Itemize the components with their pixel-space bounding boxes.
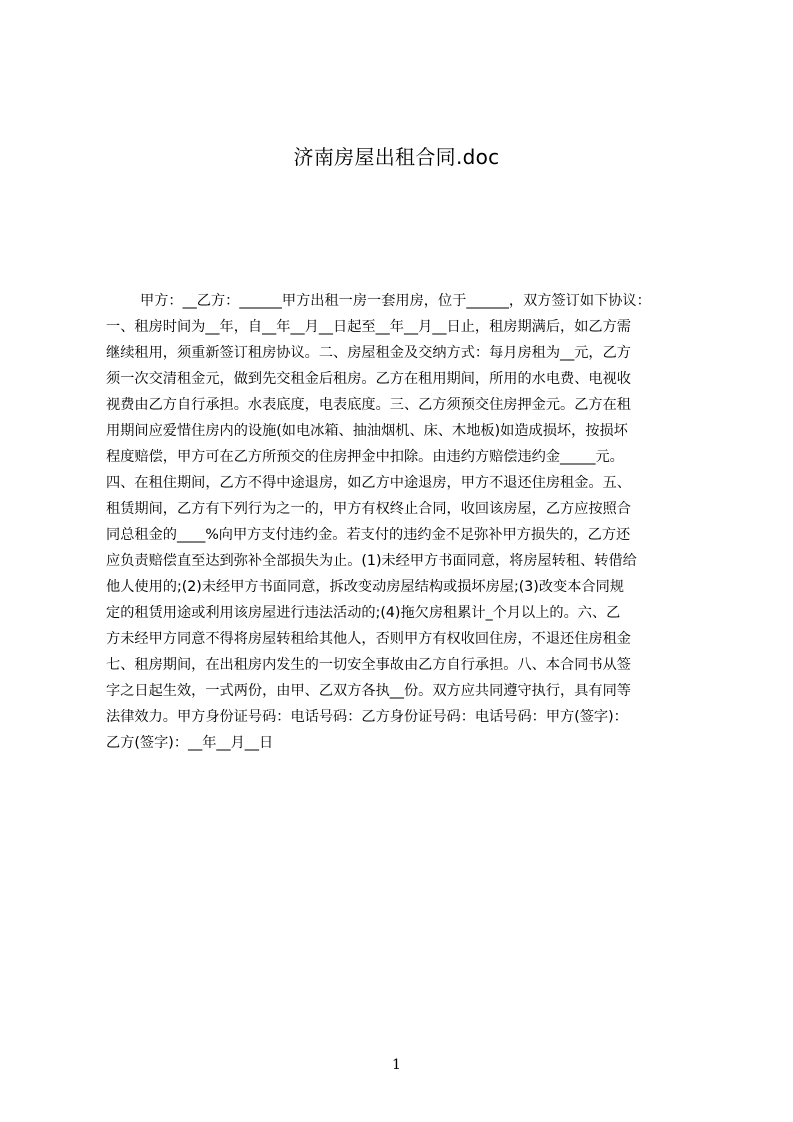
contract-line: 继续租用，须重新签订租房协议。二、房屋租金及交纳方式：每月房租为__元，乙方 (106, 345, 631, 361)
contract-line: 视费由乙方自行承担。水表底度，电表底度。三、乙方须预交住房押金元。乙方在租 (106, 397, 631, 413)
contract-line: 程度赔偿，甲方可在乙方所预交的住房押金中扣除。由违约方赔偿违约金_____元。 (106, 449, 624, 465)
page-number: 1 (392, 1057, 401, 1073)
contract-line: 字之日起生效，一式两份，由甲、乙双方各执__份。双方应共同遵守执行，具有同等 (106, 683, 631, 699)
contract-line: 他人使用的;(2)未经甲方书面同意，拆改变动房屋结构或损坏房屋;(3)改变本合同规 (106, 579, 624, 595)
contract-line: 定的租赁用途或利用该房屋进行违法活动的;(4)拖欠房租累计_个月以上的。六、乙 (106, 605, 621, 621)
contract-line: 须一次交清租金元，做到先交租金后租房。乙方在租用期间，所用的水电费、电视收 (106, 371, 631, 387)
contract-line: 乙方(签字)：__年__月__日 (106, 735, 274, 751)
contract-line: 一、租房时间为__年，自__年__月__日起至__年__月__日止，租房期满后，如乙方需 (106, 319, 631, 335)
contract-line: 法律效力。甲方身份证号码：电话号码：乙方身份证号码：电话号码：甲方(签字)： (106, 709, 628, 725)
contract-line: 同总租金的____%向甲方支付违约金。若支付的违约金不足弥补甲方损失的，乙方还 (106, 527, 631, 543)
contract-line: 方未经甲方同意不得将房屋转租给其他人，否则甲方有权收回住房，不退还住房租金 (106, 631, 631, 647)
document-title: 济南房屋出租合同.doc (293, 145, 500, 169)
contract-body (106, 288, 696, 756)
contract-line: 甲方：__乙方：______甲方出租一房一套用房，位于______，双方签订如下协议： (140, 293, 651, 309)
contract-line: 七、租房期间，在出租房内发生的一切安全事故由乙方自行承担。八、本合同书从签 (106, 657, 631, 673)
contract-line: 应负责赔偿直至达到弥补全部损失为止。(1)未经甲方书面同意，将房屋转租、转借给 (106, 553, 637, 569)
contract-line: 用期间应爱惜住房内的设施(如电冰箱、抽油烟机、床、木地板)如造成损坏，按损坏 (106, 423, 628, 439)
contract-line: 租赁期间，乙方有下列行为之一的，甲方有权终止合同，收回该房屋，乙方应按照合 (106, 501, 631, 517)
contract-line: 四、在租住期间，乙方不得中途退房，如乙方中途退房，甲方不退还住房租金。五、 (106, 475, 631, 491)
